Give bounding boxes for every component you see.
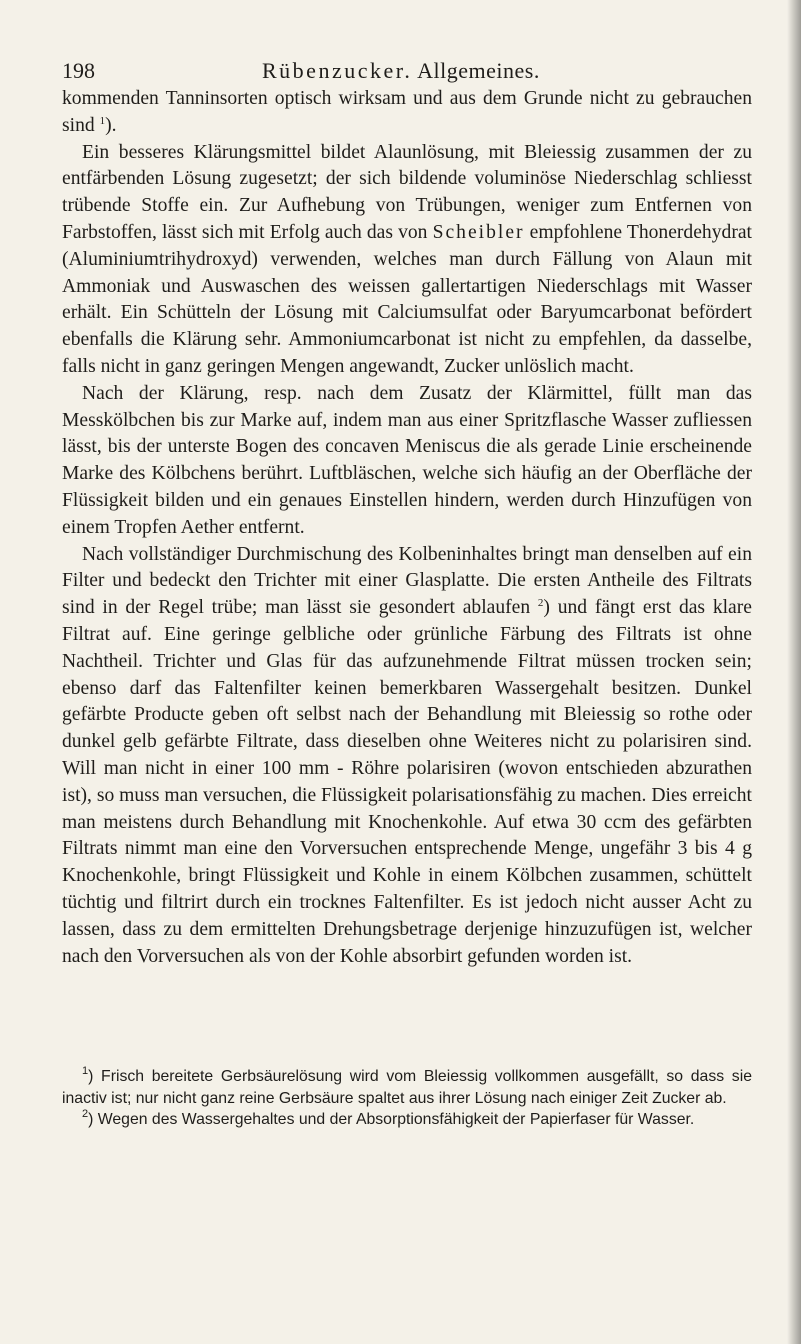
running-title <box>262 58 540 84</box>
paragraph-3: Nach der Klärung, resp. nach dem Zusatz der Klärmittel, füllt man das Messkölbchen bis zur Marke auf, indem man aus einer Spritzflasche Wasser zufliessen lässt, bis der unterste Bogen des concaven Meniscus die als gerade Linie erscheinende Marke des Kölbchens berührt. Luftbläschen, welche sich häufig an der Oberfläche der Flüssigkeit bilden und ein genaues Einstellen hindern, werden durch Hinzufügen von einem Tropfen Aether entfernt. <box>62 382 752 538</box>
paragraph-4-text-a: Nach vollständiger Durchmischung des Kolbeninhaltes bringt man denselben auf ein Filter und bedeckt den Trichter mit einer Glasplatte. Die ersten Antheile des Filtrats sind in der Regel trübe; man lässt sie gesondert ablaufen <box>62 543 752 619</box>
paragraph-2-text-a: Ein besseres Klärungsmittel bildet Alaunlösung, mit Bleiessig zusammen der zu entfärbenden Lösung zugesetzt; der sich bildende voluminöse Niederschlag schliesst trübende Stoffe ein. Zur Aufhebung von Trübungen, weniger zum Entfernen von Farbstoffen, lässt sich mit Erfolg auch das von <box>62 141 752 243</box>
paragraph-1 <box>62 86 752 140</box>
footnote-1-text: ) Frisch bereitete Gerbsäurelösung wird vom Bleiessig vollkommen ausgefällt, so dass sie inactiv ist; nur nicht ganz reine Gerbsäure spaltet aus ihrer Lösung nach einiger Zeit Zucker ab. <box>62 1068 752 1107</box>
footnote-ref-2: 2 <box>537 597 544 610</box>
paragraph-1-end: ). <box>105 114 117 136</box>
footnote-ref-1: 1 <box>99 114 106 127</box>
footnote-2 <box>62 1109 752 1131</box>
body-text <box>62 86 752 970</box>
footnotes <box>62 1066 752 1131</box>
footnote-mark-1: 1 <box>82 1065 89 1077</box>
footnote-2-text: ) Wegen des Wassergehaltes und der Absorptionsfähigkeit der Papierfaser für Wasser. <box>88 1111 695 1129</box>
paragraph-2-text-b: empfohlene Thonerdehydrat (Aluminiumtrihydroxyd) verwenden, welches man durch Fällung von Alaun mit Ammoniak und Auswaschen des weissen gallertartigen Niederschlags mit Wasser erhält. Ein Schütteln der Lösung mit Calciumsulfat oder Baryumcarbonat befördert ebenfalls die Klärung sehr. Ammoniumcarbonat ist nicht zu empfehlen, da dasselbe, falls nicht in ganz geringen Mengen angewandt, Zucker unlöslich macht. <box>62 221 752 377</box>
book-page <box>62 0 752 1344</box>
running-title-sub: Allgemeines. <box>417 58 540 83</box>
paragraph-4 <box>62 542 752 971</box>
page-edge-shadow <box>787 0 801 1344</box>
paragraph-4-text-b: ) und fängt erst das klare Filtrat auf. Eine geringe gelbliche oder grünliche Färbung des Filtrats ist ohne Nachtheil. Trichter und Glas für das aufzunehmende Filtrat müssen trocken sein; ebenso darf das Faltenfilter keinen bemerkbaren Wassergehalt besitzen. Dunkel gefärbte Producte geben oft selbst nach der Behandlung mit Bleiessig so rothe oder dunkel gelb gefärbte Filtrate, dass dieselben ohne Weiteres nicht zu polarisiren sind. Will man nicht in einer 100 mm - Röhre polarisiren (wovon entschieden abzurathen ist), so muss man versuchen, die Flüssigkeit polarisationsfähig zu machen. Dies erreicht man meistens durch Behandlung mit Knochenkohle. Auf etwa 30 ccm des gefärbten Filtrats nimmt man eine den Vorversuchen entsprechende Menge, ungefähr 3 bis 4 g Knochenkohle, bringt Flüssigkeit und Kohle in einem Kölbchen zusammen, schüttelt tüchtig und filtrirt durch ein trocknes Faltenfilter. Es ist jedoch nicht ausser Acht zu lassen, dass zu dem ermittelten Drehungsbetrage derjenige hinzuzufügen ist, welcher nach den Vorversuchen als von der Kohle absorbirt gefunden worden ist. <box>62 597 752 967</box>
footnote-1 <box>62 1066 752 1109</box>
footnote-mark-2: 2 <box>82 1108 89 1121</box>
running-title-main: Rübenzucker. <box>262 58 413 83</box>
author-name-scheibler: Scheibler <box>432 221 525 243</box>
paragraph-2 <box>62 140 752 381</box>
page-number: 198 <box>62 58 95 83</box>
paragraph-1-text: kommenden Tanninsorten optisch wirksam und aus dem Grunde nicht zu gebrauchen sind <box>62 88 752 136</box>
